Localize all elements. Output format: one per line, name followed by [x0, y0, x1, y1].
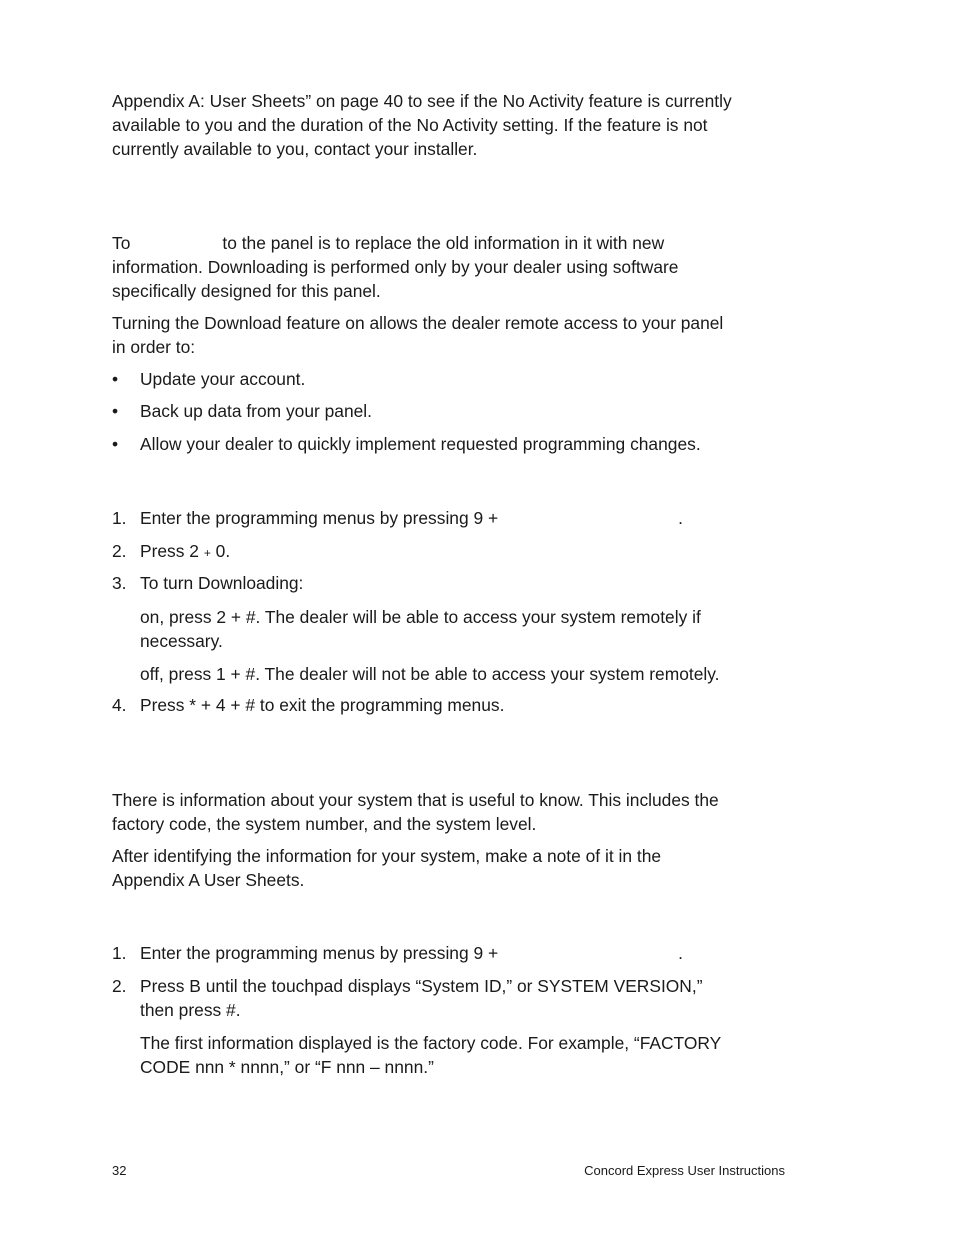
step-text	[140, 506, 780, 530]
download-purpose-text: in order to:	[112, 337, 196, 357]
download-lead-word: To	[112, 233, 131, 253]
download-definition-text: to the panel is to replace the old information in it with new	[222, 233, 665, 253]
bullet-text: Back up data from your panel.	[140, 401, 373, 421]
intro-line: Appendix A: User Sheets” on page 40 to see if the No Activity feature is currently	[112, 91, 732, 111]
step-detail-text: on, press 2 + #. The dealer will be able to access your system remotely if	[140, 607, 701, 627]
step-detail-text: CODE nnn * nnnn,” or “F nnn – nnnn.”	[140, 1057, 434, 1077]
intro-line: currently available to you, contact your installer.	[112, 139, 478, 159]
system-info-text: Appendix A User Sheets.	[112, 870, 305, 890]
bullet-marker: •	[112, 369, 119, 389]
system-info-paragraph	[112, 788, 792, 836]
step-text-tail: 0.	[215, 541, 231, 561]
download-definition-text: information. Downloading is performed only by your dealer using software	[112, 257, 679, 277]
bullet-text: Update your account.	[140, 369, 306, 389]
step-number: 1.	[112, 508, 127, 528]
step-text-main: Press 2	[140, 541, 199, 561]
download-definition-paragraph	[112, 231, 792, 303]
step-text	[140, 941, 780, 965]
step-number: 4.	[112, 695, 127, 715]
step-text-end: .	[678, 508, 683, 528]
step-text	[140, 974, 780, 1022]
step-detail-note	[140, 1031, 790, 1079]
intro-line: available to you and the duration of the No Activity setting. If the feature is not	[112, 115, 708, 135]
step-text: Press * + 4 + # to exit the programming menus.	[140, 695, 505, 715]
step-text-line: Press B until the touchpad displays “System ID,” or SYSTEM VERSION,”	[140, 976, 703, 996]
step-text-main: Enter the programming menus by pressing 9 +	[140, 508, 499, 528]
step-number: 3.	[112, 573, 127, 593]
step-text-line: then press #.	[140, 1000, 241, 1020]
intro-paragraph	[112, 89, 792, 161]
system-info-text: factory code, the system number, and the system level.	[112, 814, 537, 834]
bullet-text: Allow your dealer to quickly implement requested programming changes.	[140, 434, 701, 454]
step-detail-text: The first information displayed is the factory code. For example, “FACTORY	[140, 1033, 722, 1053]
system-info-note-paragraph	[112, 844, 792, 892]
step-detail-text: necessary.	[140, 631, 223, 651]
step-number: 1.	[112, 943, 127, 963]
step-detail-text: off, press 1 + #. The dealer will not be able to access your system remotely.	[140, 664, 720, 684]
step-text-main: Enter the programming menus by pressing 9 +	[140, 943, 499, 963]
step-text: To turn Downloading:	[140, 573, 304, 593]
bullet-marker: •	[112, 434, 119, 454]
system-info-text: After identifying the information for your system, make a note of it in the	[112, 846, 662, 866]
step-detail-off	[140, 662, 790, 686]
step-text	[140, 539, 780, 565]
footer-doc-title: Concord Express User Instructions	[584, 1163, 785, 1178]
step-text-end: .	[678, 943, 683, 963]
step-number: 2.	[112, 541, 127, 561]
step-number: 2.	[112, 976, 127, 996]
plus-sign: +	[203, 546, 211, 560]
page-number: 32	[112, 1163, 127, 1178]
download-purpose-paragraph	[112, 311, 792, 359]
download-purpose-text: Turning the Download feature on allows the dealer remote access to your panel	[112, 313, 724, 333]
download-definition-text: specifically designed for this panel.	[112, 281, 381, 301]
system-info-text: There is information about your system that is useful to know. This includes the	[112, 790, 719, 810]
bullet-marker: •	[112, 401, 119, 421]
step-detail-on	[140, 605, 790, 653]
